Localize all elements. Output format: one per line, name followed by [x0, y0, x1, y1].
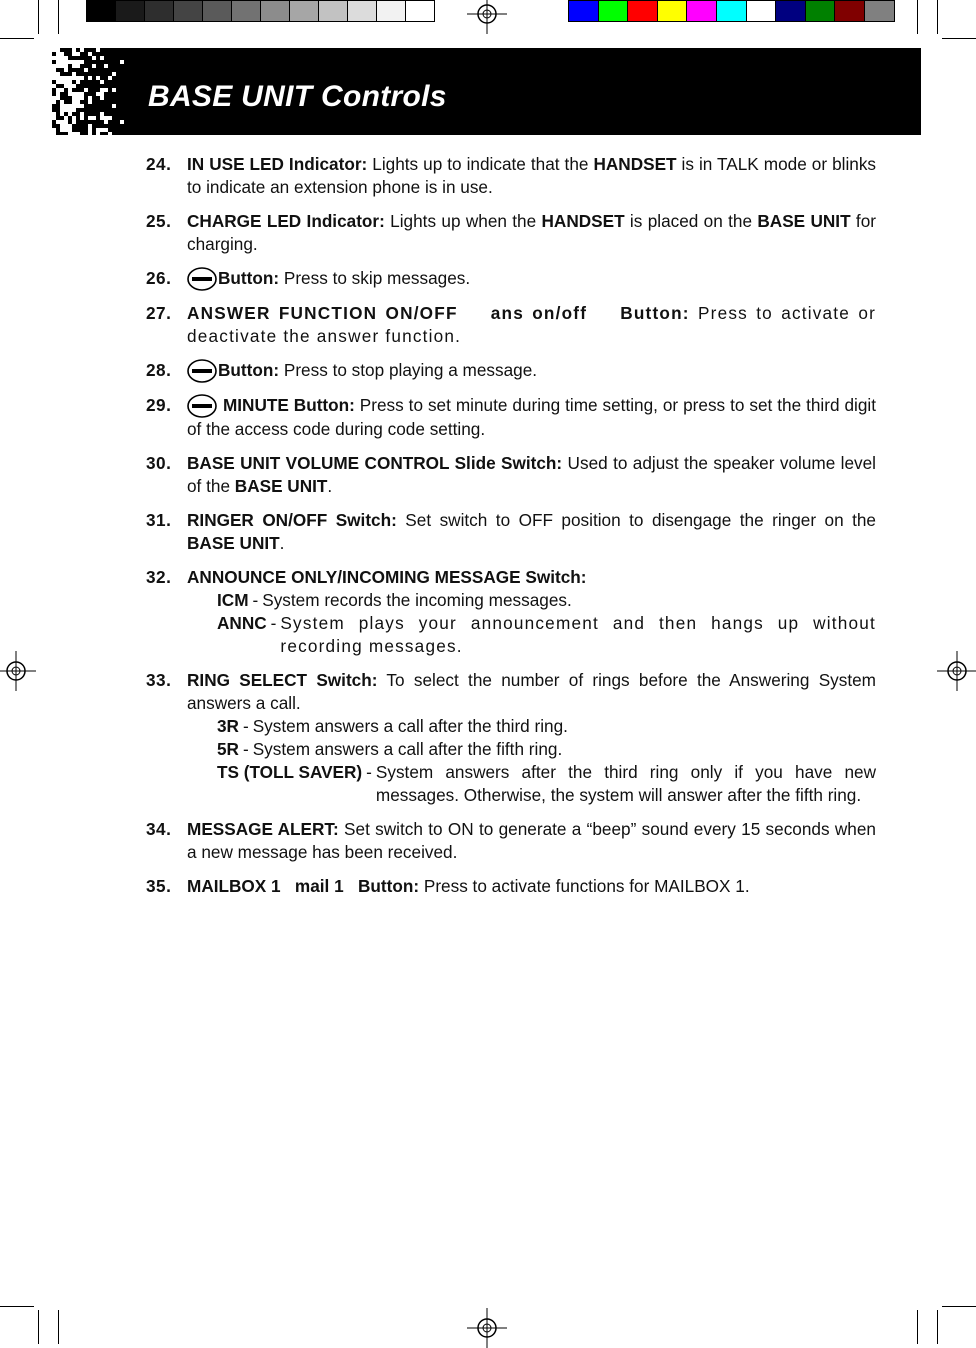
color-swatch: [290, 1, 319, 21]
list-item: [146, 153, 876, 199]
list-item: [146, 669, 876, 807]
color-swatch: [717, 1, 747, 21]
color-swatch: [599, 1, 629, 21]
color-swatch: [687, 1, 717, 21]
color-swatch: [776, 1, 806, 21]
list-item: [146, 452, 876, 498]
item-text: Set switch to OFF position to disengage the ringer on the: [396, 510, 876, 530]
sub-item-desc: System answers a call after the fifth ring.: [252, 739, 563, 759]
item-text: To select the number of rings before the Answering System answers a call.: [187, 670, 876, 713]
item-label: ANNOUNCE ONLY/INCOMING MESSAGE Switch:: [187, 567, 587, 587]
list-item: [146, 267, 876, 291]
list-item: [146, 359, 876, 383]
list-item: [146, 566, 876, 658]
item-text: Used to adjust the speaker volume level of the: [187, 453, 876, 496]
item-text: Press to set minute during time setting, or press to set the third digit of the access code during code setting.: [187, 395, 876, 439]
item-number: 24.: [146, 154, 172, 174]
stop-button-icon: [187, 359, 217, 383]
list-item: [146, 210, 876, 256]
color-swatch: [658, 1, 688, 21]
sub-item-key: ICM: [217, 590, 249, 610]
sub-item: TS (TOLL SAVER) - System answers after the third ring only if you have new messages. Otherwise, the system will answer after the fifth ring.: [217, 762, 876, 805]
registration-mark-icon: [937, 651, 976, 691]
item-label: CHARGE LED Indicator:: [187, 211, 385, 231]
minute-button-icon: [187, 394, 217, 418]
item-number: 33.: [146, 670, 172, 690]
item-bold: HANDSET: [593, 154, 677, 174]
item-number: 28.: [146, 360, 172, 380]
item-label: Button:: [218, 360, 280, 380]
sub-item-key: TS (TOLL SAVER): [217, 762, 363, 782]
color-swatch: [319, 1, 348, 21]
color-swatch: [261, 1, 290, 21]
item-label: Button:: [218, 268, 280, 288]
item-text: Lights up to indicate that the: [367, 154, 594, 174]
color-calibration-strip: [568, 0, 895, 22]
list-item: [146, 509, 876, 555]
color-swatch: [569, 1, 599, 21]
list-item: [146, 818, 876, 864]
color-swatch: [203, 1, 232, 21]
item-bold: Button:: [357, 876, 420, 896]
color-swatch: [348, 1, 377, 21]
page-title: BASE UNIT Controls: [148, 80, 447, 113]
item-bold: ans on/off: [490, 303, 588, 323]
item-number: 32.: [146, 567, 172, 587]
item-bold: HANDSET: [541, 211, 625, 231]
item-label: ANSWER FUNCTION ON/OFF: [187, 303, 458, 323]
color-swatch: [87, 1, 116, 21]
item-label: BASE UNIT VOLUME CONTROL Slide Switch:: [187, 453, 563, 473]
sub-item-key: 3R: [217, 716, 239, 736]
item-text: Press to activate functions for MAILBOX 1.: [419, 876, 750, 896]
sub-item-desc: System records the incoming messages.: [262, 590, 572, 610]
item-bold: BASE UNIT: [234, 476, 328, 496]
item-bold: mail 1: [294, 876, 344, 896]
color-swatch: [835, 1, 865, 21]
sub-item: ICM - System records the incoming messages.: [187, 589, 876, 612]
color-swatch: [747, 1, 777, 21]
item-text: Press to stop playing a message.: [279, 360, 538, 380]
decorative-pattern-icon: [52, 48, 146, 135]
item-label: MINUTE Button:: [222, 395, 355, 415]
item-number: 27.: [146, 303, 172, 323]
color-swatch: [232, 1, 261, 21]
item-bold: BASE UNIT: [757, 211, 851, 231]
list-item: [146, 394, 876, 441]
skip-button-icon: [187, 267, 217, 291]
sub-item-desc: System plays your announcement and then hangs up without recording messages.: [280, 613, 876, 656]
item-text: Lights up when the: [384, 211, 542, 231]
sub-item: 3R - System answers a call after the third ring.: [187, 715, 876, 738]
color-swatch: [145, 1, 174, 21]
item-label: RING SELECT Switch:: [187, 670, 378, 690]
item-number: 31.: [146, 510, 172, 530]
item-text: is placed on the: [624, 211, 758, 231]
item-bold: Button:: [620, 303, 690, 323]
sub-item-key: ANNC: [217, 613, 267, 633]
color-swatch: [174, 1, 203, 21]
sub-item-desc: System answers after the third ring only if you have new messages. Otherwise, the system will answer after the fifth ring.: [375, 762, 876, 805]
item-text: is in TALK mode or blinks to indicate an extension phone is in use.: [187, 154, 877, 197]
item-number: 35.: [146, 876, 172, 896]
item-text: Press to skip messages.: [279, 268, 471, 288]
sub-item-key: 5R: [217, 739, 239, 759]
registration-mark-icon: [467, 1308, 507, 1348]
color-swatch: [628, 1, 658, 21]
item-text: Set switch to ON to generate a “beep” sound every 15 seconds when a new message has been received.: [187, 819, 876, 862]
item-label: MESSAGE ALERT:: [187, 819, 339, 839]
item-label: RINGER ON/OFF Switch:: [187, 510, 397, 530]
item-number: 30.: [146, 453, 172, 473]
item-number: 34.: [146, 819, 172, 839]
item-text: for charging.: [187, 211, 876, 254]
list-item: [146, 302, 876, 348]
color-swatch: [377, 1, 406, 21]
item-number: 25.: [146, 211, 172, 231]
item-text: .: [327, 476, 333, 496]
gray-calibration-strip: [86, 0, 435, 22]
sub-item: ANNC - System plays your announcement and then hangs up without recording messages.: [217, 613, 876, 656]
registration-mark-icon: [0, 651, 36, 691]
item-number: 26.: [146, 268, 172, 288]
controls-list: [146, 153, 876, 909]
item-text: Press to activate or deactivate the answer function.: [187, 303, 876, 346]
color-swatch: [865, 1, 894, 21]
item-label: MAILBOX 1: [187, 876, 281, 896]
list-item: [146, 875, 876, 898]
color-swatch: [806, 1, 836, 21]
item-text: .: [279, 533, 285, 553]
sub-item-desc: System answers a call after the third ring.: [252, 716, 568, 736]
color-swatch: [406, 1, 434, 21]
color-swatch: [116, 1, 145, 21]
item-bold: BASE UNIT: [187, 533, 280, 553]
item-label: IN USE LED Indicator:: [187, 154, 368, 174]
registration-mark-icon: [467, 0, 507, 34]
item-number: 29.: [146, 395, 172, 415]
sub-item: 5R - System answers a call after the fifth ring.: [187, 738, 876, 761]
